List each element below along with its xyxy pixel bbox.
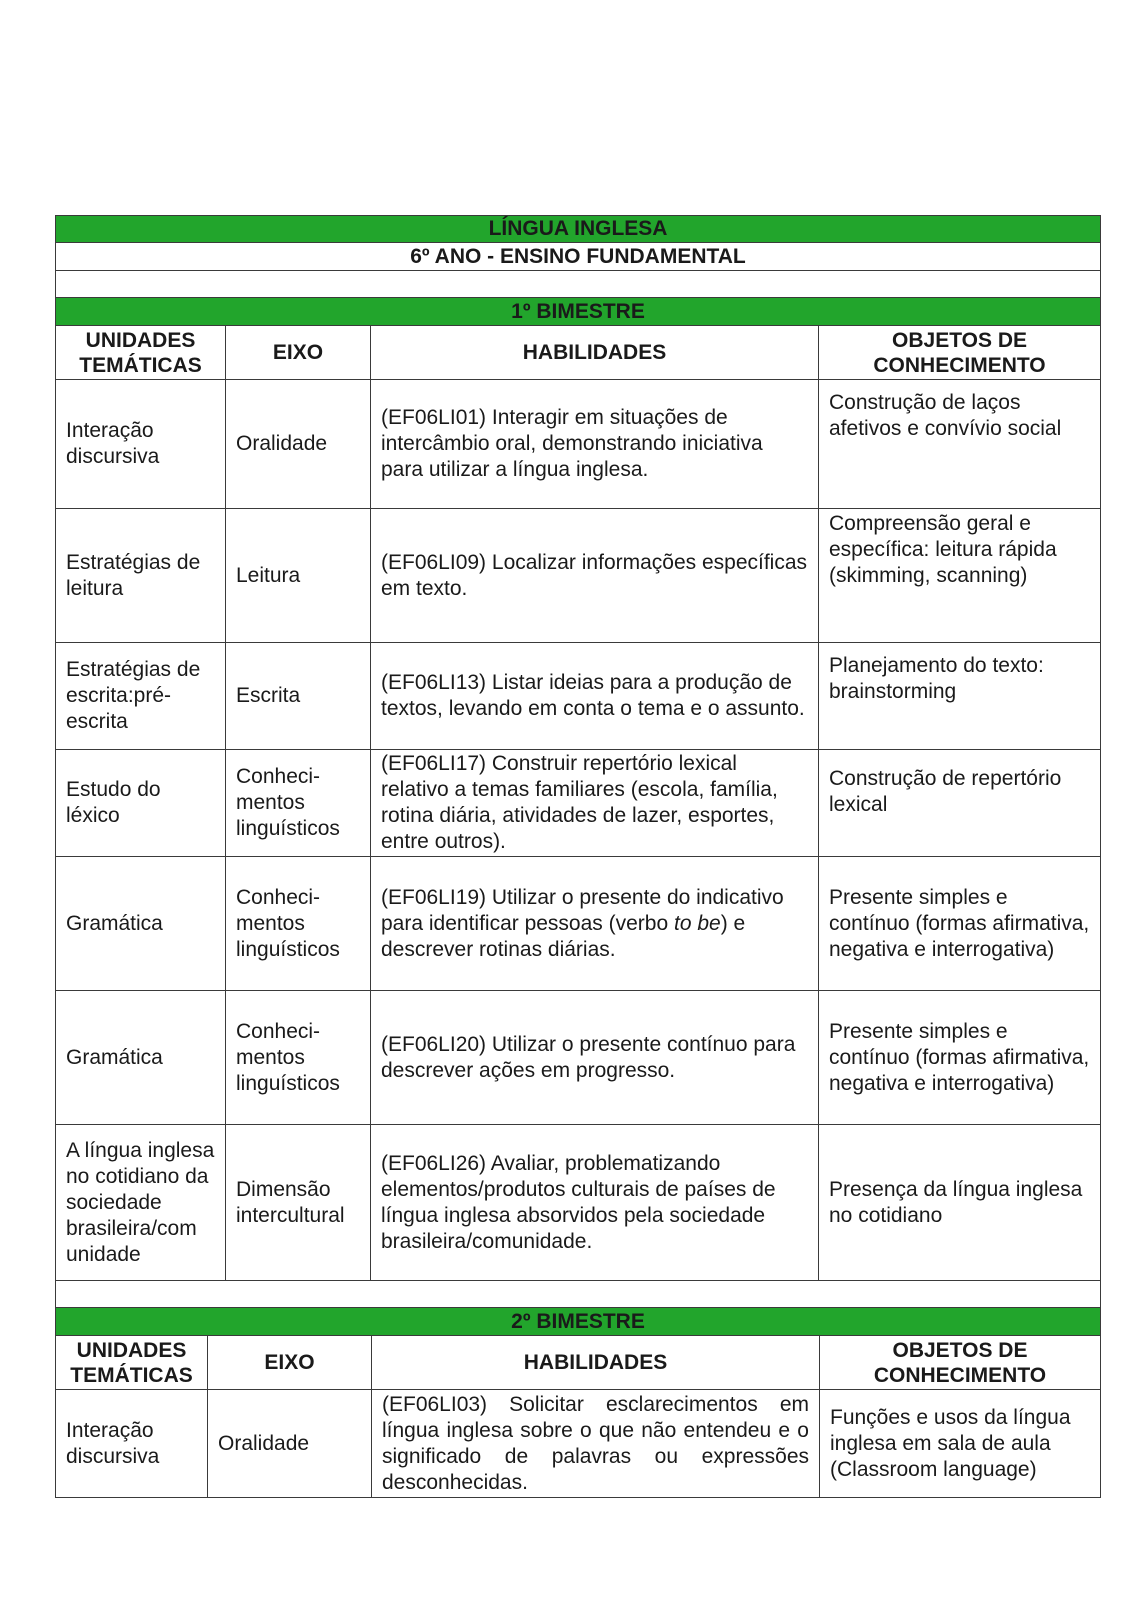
curriculum-table xyxy=(55,215,1101,1336)
habilidade-cell: (EF06LI13) Listar ideias para a produção de textos, levando em conta o tema e o assunto. xyxy=(371,643,819,750)
habilidade-cell: (EF06LI26) Avaliar, problematizando elementos/produtos culturais de países de língua inglesa absorvidos pela sociedade brasileira/comunidade. xyxy=(371,1125,819,1281)
objeto-cell: Presente simples e contínuo (formas afirmativa, negativa e interrogativa) xyxy=(819,857,1101,991)
eixo-cell: Conheci-mentos linguísticos xyxy=(226,857,371,991)
header-objetos: OBJETOS DE CONHECIMENTO xyxy=(819,326,1101,380)
header-row xyxy=(56,326,1101,380)
eixo-cell: Oralidade xyxy=(226,380,371,509)
spacer-row xyxy=(56,271,1101,298)
header-row xyxy=(56,1336,1101,1390)
objeto-cell: Construção de repertório lexical xyxy=(819,750,1101,857)
objeto-cell: Funções e usos da língua inglesa em sala de aula (Classroom language) xyxy=(820,1390,1101,1498)
header-eixo: EIXO xyxy=(208,1336,372,1390)
habilidade-emphasis: to be xyxy=(674,911,721,935)
eixo-cell: Dimensão intercultural xyxy=(226,1125,371,1281)
title-row xyxy=(56,216,1101,243)
spacer-row xyxy=(56,1281,1101,1308)
table-row xyxy=(56,509,1101,643)
header-eixo: EIXO xyxy=(226,326,371,380)
unidade-cell: Estudo do léxico xyxy=(56,750,226,857)
eixo-cell: Conheci-mentos linguísticos xyxy=(226,991,371,1125)
habilidade-cell: (EF06LI09) Localizar informações específicas em texto. xyxy=(371,509,819,643)
objeto-cell: Presença da língua inglesa no cotidiano xyxy=(819,1125,1101,1281)
habilidade-text: ) e descrever rotinas diárias. xyxy=(381,911,746,961)
objeto-cell: Presente simples e contínuo (formas afirmativa, negativa e interrogativa) xyxy=(819,991,1101,1125)
grade-title: 6º ANO - ENSINO FUNDAMENTAL xyxy=(56,243,1101,271)
grade-row xyxy=(56,243,1101,271)
bimestre-1-label: 1º BIMESTRE xyxy=(56,298,1101,326)
bimestre-2-band xyxy=(56,1308,1101,1336)
table-row xyxy=(56,1390,1101,1498)
habilidade-cell xyxy=(371,857,819,991)
table-row xyxy=(56,1125,1101,1281)
unidade-cell: Interação discursiva xyxy=(56,380,226,509)
objeto-cell: Planejamento do texto: brainstorming xyxy=(819,643,1101,750)
unidade-cell: Estratégias de escrita:pré-escrita xyxy=(56,643,226,750)
bimestre-1-band xyxy=(56,298,1101,326)
eixo-cell: Leitura xyxy=(226,509,371,643)
header-habilidades: HABILIDADES xyxy=(371,326,819,380)
table-row xyxy=(56,380,1101,509)
curriculum-table-wrapper xyxy=(55,215,1100,1498)
table-row xyxy=(56,643,1101,750)
unidade-cell: A língua inglesa no cotidiano da sociedade brasileira/com unidade xyxy=(56,1125,226,1281)
header-unidades: UNIDADES TEMÁTICAS xyxy=(56,1336,208,1390)
table-row xyxy=(56,991,1101,1125)
unidade-cell: Interação discursiva xyxy=(56,1390,208,1498)
header-unidades: UNIDADES TEMÁTICAS xyxy=(56,326,226,380)
subject-title: LÍNGUA INGLESA xyxy=(56,216,1101,243)
habilidade-cell: (EF06LI01) Interagir em situações de intercâmbio oral, demonstrando iniciativa para utilizar a língua inglesa. xyxy=(371,380,819,509)
objeto-cell: Compreensão geral e específica: leitura rápida (skimming, scanning) xyxy=(819,509,1101,643)
header-habilidades: HABILIDADES xyxy=(372,1336,820,1390)
bimestre-2-label: 2º BIMESTRE xyxy=(56,1308,1101,1336)
header-objetos: OBJETOS DE CONHECIMENTO xyxy=(820,1336,1101,1390)
habilidade-cell: (EF06LI17) Construir repertório lexical relativo a temas familiares (escola, família, rotina diária, atividades de lazer, esportes, entre outros). xyxy=(371,750,819,857)
table-row xyxy=(56,750,1101,857)
unidade-cell: Gramática xyxy=(56,991,226,1125)
eixo-cell: Oralidade xyxy=(208,1390,372,1498)
eixo-cell: Escrita xyxy=(226,643,371,750)
habilidade-cell: (EF06LI20) Utilizar o presente contínuo para descrever ações em progresso. xyxy=(371,991,819,1125)
habilidade-text: (EF06LI19) Utilizar o presente do indicativo para identificar pessoas (verbo xyxy=(381,885,784,935)
table-row xyxy=(56,857,1101,991)
bimestre-2-table xyxy=(55,1335,1101,1498)
objeto-cell: Construção de laços afetivos e convívio social xyxy=(819,380,1101,509)
unidade-cell: Estratégias de leitura xyxy=(56,509,226,643)
eixo-cell: Conheci-mentos linguísticos xyxy=(226,750,371,857)
habilidade-cell: (EF06LI03) Solicitar esclarecimentos em língua inglesa sobre o que não entendeu e o significado de palavras ou expressões desconhecidas. xyxy=(372,1390,820,1498)
unidade-cell: Gramática xyxy=(56,857,226,991)
